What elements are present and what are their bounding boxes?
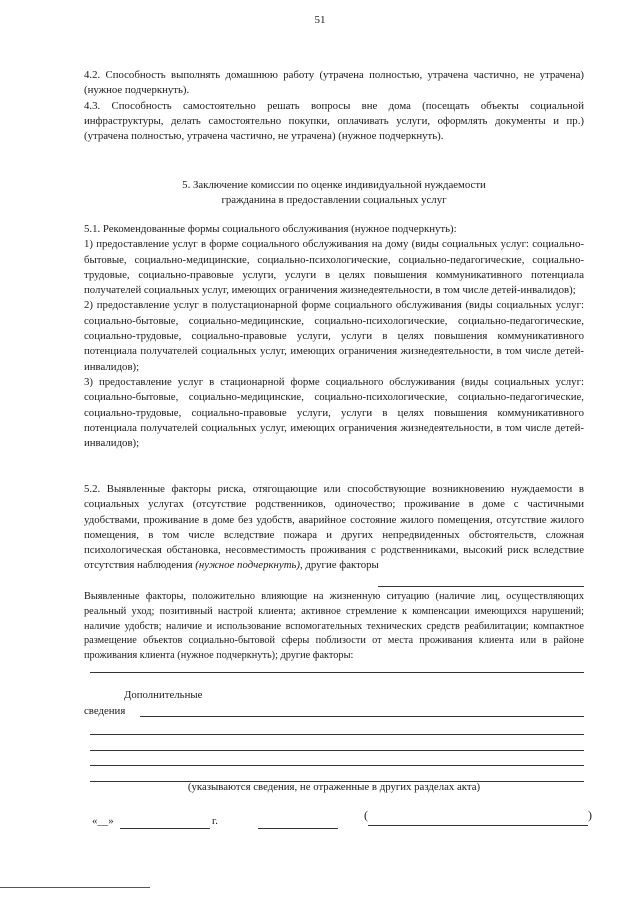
positive-factors-block: [84, 590, 584, 664]
additional-info-line-4[interactable]: [90, 765, 584, 766]
paragraph-5-1: 5.1. Рекомендованные формы социального обслуживания (нужное подчеркнуть):: [84, 223, 457, 235]
form-item-semi-stationary: 2) предоставление услуг в полустационарной форме социального обслуживания (виды социальных услуг: социально-бытовые, социально-медицинские, социально-психологические, социально-педагогические, социально-трудовые, социально-правовые услуги, услуги в целях повышения коммуникативного потенциала получателей социальных услуг, имеющих ограничения жизнедеятельности, в том числе детей-инвалидов);: [84, 299, 584, 373]
date-day-quote: «__»: [92, 815, 114, 827]
additional-info-line-3[interactable]: [90, 750, 584, 751]
section-5-2-block: [84, 482, 584, 574]
form-item-home: 1) предоставление услуг в форме социального обслуживания на дому (виды социальных услуг: социально-бытовые, социально-медицинские, социально-психологические, социально-педагогические, социально-трудовые, социально-правовые услуги, услуги в целях повышения коммуникативного потенциала получателей социальных услуг, имеющих ограничения жизнедеятельности, в том числе детей-инвалидов);: [84, 238, 584, 297]
paragraph-4-3: 4.3. Способность самостоятельно решать вопросы вне дома (посещать объекты социальной инфраструктуры, делать самостоятельно покупки, оплачивать услуги, оформлять документы и пр.) (утрачена полностью, утрачена частично, не утрачена) (нужное подчеркнуть).: [84, 99, 584, 143]
risk-factors-text: 5.2. Выявленные факторы риска, отягощающие или способствующие возникновению нуждаемости в социальных услугах (отсутствие родственников, одиночество; проживание в доме с частичными удобствами, проживание в доме без удобств, аварийное состояние жилого помещения, отсутствие жилого помещения, в том числе вследствие пожара и других непредвиденных обстоятельств, сложная психологическая обстановка, несовместимость проживания с родственниками, высокий риск вследствие отсутствия наблюдения: [84, 483, 584, 572]
paragraph-5-2: [84, 482, 584, 574]
signature-name-field[interactable]: [364, 808, 592, 826]
footnote-rule: [0, 887, 150, 888]
page-number: 51: [314, 14, 326, 26]
positive-factors-text: Выявленные факторы, положительно влияющие на жизненную ситуацию (наличие лиц, осуществляющих реальный уход; позитивный настрой клиента; активное стремление к компенсации имеющихся нарушений; наличие удобств; наличие и использование вспомогательных технических средств реабилитации; компактное размещение объектов социально-бытовой сферы поблизости от места проживания клиента или в районе проживания клиента (нужное подчеркнуть); другие факторы:: [84, 591, 584, 662]
open-parenthesis: (: [364, 808, 368, 822]
additional-info-line-1[interactable]: [140, 716, 584, 717]
additional-info-line-2[interactable]: [90, 734, 584, 735]
other-risk-factors-line[interactable]: [378, 586, 584, 587]
date-year-suffix: г.: [212, 815, 218, 827]
section-5-title: [84, 178, 584, 209]
section-5-title-line-1: 5. Заключение комиссии по оценке индивидуальной нуждаемости: [182, 179, 486, 191]
section-5-title-line-2: гражданина в предоставлении социальных услуг: [221, 194, 447, 207]
close-parenthesis: ): [588, 808, 592, 822]
additional-info-label-line-1: Дополнительные: [124, 689, 203, 701]
signature-line[interactable]: [258, 828, 338, 829]
date-month-line[interactable]: [120, 828, 210, 829]
section-5-1-block: [84, 222, 584, 451]
other-factors-label: , другие факторы: [300, 559, 379, 572]
additional-info-caption: (указываются сведения, не отраженные в других разделах акта): [187, 781, 481, 793]
section-4-block: [84, 68, 584, 144]
positive-factors-line[interactable]: [90, 672, 584, 673]
paragraph-4-2: 4.2. Способность выполнять домашнюю работу (утрачена полностью, утрачена частично, не утрачена) (нужное подчеркнуть).: [84, 69, 584, 97]
additional-info-label-line-2: сведения: [84, 705, 126, 717]
underline-instruction: (нужное подчеркнуть): [195, 559, 301, 572]
form-item-stationary: 3) предоставление услуг в стационарной форме социального обслуживания (виды социальных услуг: социально-бытовые, социально-медицинские, социально-психологические, социально-педагогические, социально-трудовые, социально-правовые услуги, услуги в целях повышения коммуникативного потенциала получателей социальных услуг, имеющих ограничения жизнедеятельности, в том числе детей-инвалидов);: [84, 375, 584, 450]
